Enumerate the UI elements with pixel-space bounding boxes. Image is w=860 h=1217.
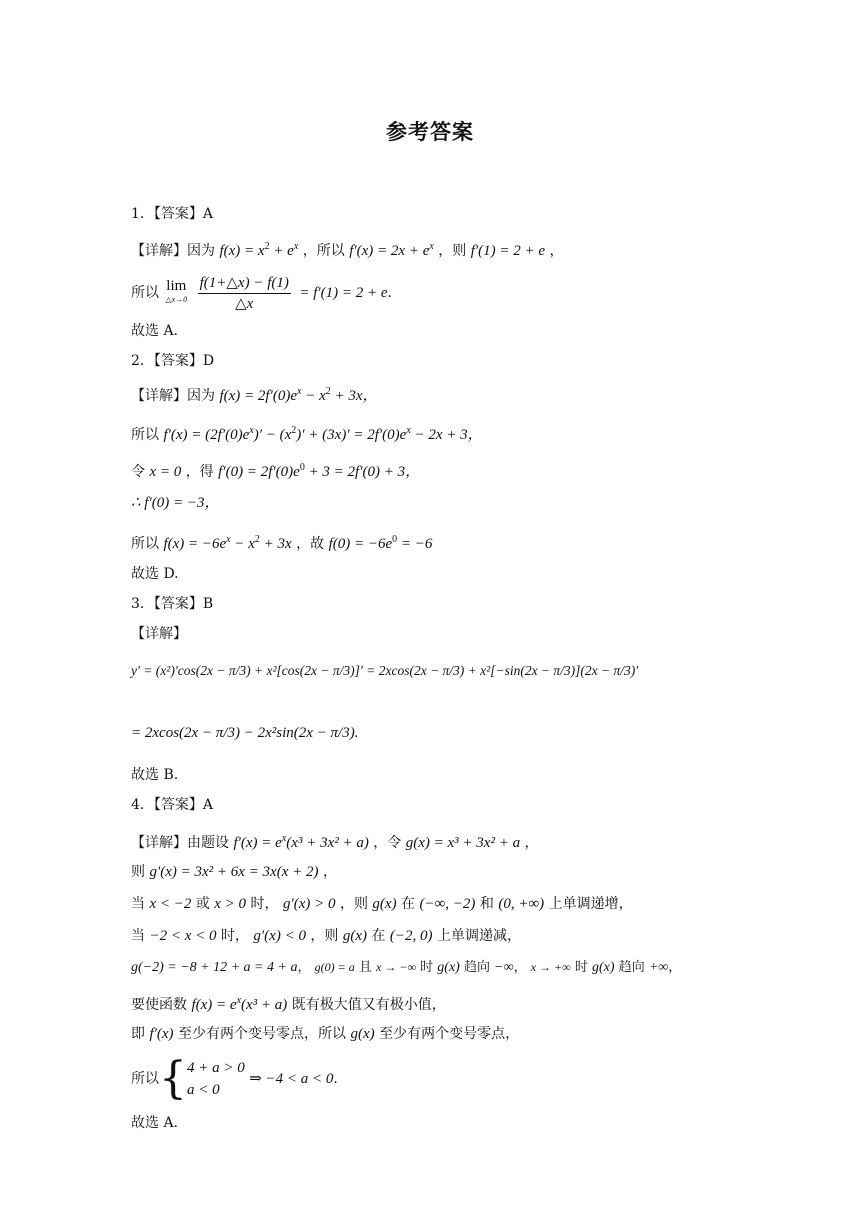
math: = 2xcos(2x − π/3) − 2x²sin(2x − π/3).: [131, 725, 359, 741]
math-part: )′ + (3x)′ = 2f′(0)e: [296, 427, 407, 443]
text: 当: [131, 896, 145, 912]
exp: 2: [264, 241, 270, 252]
q1-conclusion: 故选 A.: [131, 323, 179, 339]
math: x → +∞: [530, 960, 571, 974]
math: g(x): [372, 896, 397, 912]
text: ，得: [185, 464, 214, 480]
q4-detail-line-7: [131, 1023, 519, 1045]
q3-conclusion: 故选 B.: [131, 767, 179, 783]
text: 既有极大值又有极小值，: [291, 997, 446, 1013]
math: (−2, 0): [389, 928, 433, 944]
q1-detail-line-1: [131, 236, 564, 262]
text: 所以: [131, 536, 159, 552]
math: g(−2) = −8 + 12 + a = 4 + a: [131, 960, 298, 975]
text: 上单调递减，: [437, 928, 521, 944]
math: f′(1) = 2 + e: [470, 243, 546, 259]
math: (0, +∞): [498, 896, 545, 912]
exp: 2: [254, 534, 260, 545]
text: 和: [479, 896, 494, 912]
math: [329, 536, 433, 552]
math: g′(x) < 0: [253, 928, 306, 944]
math: g(x): [350, 1026, 375, 1042]
text: ，故: [296, 536, 325, 552]
text: 则: [131, 864, 145, 880]
text: 且: [358, 960, 372, 975]
math-part: − x: [301, 388, 326, 404]
math: y′ = (x²)′cos(2x − π/3) + x²[cos(2x − π/3)]′ = 2xcos(2x − π/3) + x²[−sin(2x − π/3)](2x − π/3)′: [131, 663, 639, 678]
exp: x: [429, 241, 434, 252]
math-part: + 3 = 2f′(0) + 3，: [304, 464, 421, 480]
inequality-system: [187, 1057, 245, 1101]
math-part: f(x) = 2f′(0)e: [219, 388, 297, 404]
math: [191, 997, 287, 1013]
text: ，: [322, 864, 337, 880]
q4-detail-line-6: [131, 990, 446, 1016]
q4-detail-line-2: [131, 861, 337, 883]
q3-answer-heading: 3．【答案】B: [131, 596, 214, 612]
numerator: f(1+△x) − f(1): [198, 273, 291, 294]
text: 时，: [250, 896, 279, 912]
exp: x: [293, 241, 299, 252]
q2-conclusion: 故选 D.: [131, 566, 179, 582]
q3-detail-label: 【详解】: [131, 626, 187, 642]
system-row: a < 0: [187, 1082, 220, 1098]
fraction: [198, 273, 291, 314]
q1-answer-heading: 1．【答案】A: [131, 206, 214, 222]
exp: x: [236, 995, 242, 1006]
exp: 0: [299, 462, 305, 473]
text: 【详解】因为: [131, 243, 215, 259]
q2-detail-line-5: [131, 529, 432, 555]
text: 当: [131, 928, 145, 944]
text: 所以: [131, 427, 159, 443]
limit: [165, 279, 187, 307]
q4-detail-line-8: [131, 1053, 338, 1104]
math: [163, 536, 291, 552]
math: f′(x): [149, 1026, 174, 1042]
math-part: = −6: [397, 536, 433, 552]
q3-derivation-line-2: [131, 722, 358, 744]
text: ，: [524, 835, 539, 851]
q4-answer-heading: 4．【答案】A: [131, 797, 214, 813]
exp: x: [297, 386, 302, 397]
math-part: (x³ + a): [241, 997, 288, 1013]
math: g(x) = x³ + 3x² + a: [405, 835, 521, 851]
text: ，: [513, 960, 527, 975]
text: 即: [131, 1026, 145, 1042]
math: x < −2: [149, 896, 192, 912]
exp: x: [249, 425, 254, 436]
math: = f′(1) = 2 + e: [299, 285, 388, 301]
text: ，则: [438, 243, 467, 259]
text: 或: [195, 896, 210, 912]
math: g′(x) > 0: [282, 896, 336, 912]
text: 至少有两个变号零点，: [379, 1026, 520, 1042]
denominator: △x: [235, 295, 254, 312]
text: 【详解】由题设: [131, 835, 229, 851]
math-part: f′(x) = 2x + e: [349, 243, 430, 259]
q2-answer-heading: 2．【答案】D: [131, 353, 215, 369]
brace: {: [159, 1053, 187, 1104]
math-part: (x³ + 3x² + a): [286, 835, 369, 851]
math-part: f(x) = e: [191, 997, 237, 1013]
q2-detail-line-1: [131, 381, 378, 407]
q4-detail-line-1: [131, 828, 539, 854]
math: ⇒ −4 < a < 0: [249, 1071, 334, 1087]
math: [219, 243, 298, 259]
lim-text: lim: [166, 278, 187, 294]
math: [218, 464, 420, 480]
text: ，令: [373, 835, 402, 851]
math: [219, 388, 377, 404]
text: 令: [131, 464, 145, 480]
math: x = 0: [149, 464, 182, 480]
math-part: )′ − (x: [253, 427, 292, 443]
exp: 0: [392, 534, 398, 545]
math: x > 0: [214, 896, 247, 912]
text: 至少有两个变号零点，所以: [178, 1026, 347, 1042]
text: 所以: [131, 285, 159, 301]
math: x → −∞: [376, 960, 416, 974]
math-part: + 3x，: [330, 388, 378, 404]
math: +∞: [648, 960, 669, 975]
math-part: + 3x: [259, 536, 292, 552]
text: ，: [297, 960, 311, 975]
math: g(x): [592, 960, 615, 975]
text: .: [333, 1071, 338, 1087]
q2-detail-line-3: [131, 457, 420, 483]
math: g(x): [437, 960, 460, 975]
text: 在: [371, 928, 386, 944]
exp: x: [281, 833, 287, 844]
exp: x: [406, 425, 411, 436]
math: g(x): [342, 928, 368, 944]
math-part: − x: [230, 536, 255, 552]
exp: 2: [325, 386, 331, 397]
math: [349, 243, 434, 259]
math: g′(x) = 3x² + 6x = 3x(x + 2): [149, 864, 319, 880]
math-part: f′(0) = 2f′(0)e: [218, 464, 300, 480]
q4-conclusion: 故选 A.: [131, 1115, 179, 1131]
text: 时，: [220, 928, 249, 944]
text: 趋向: [618, 960, 645, 975]
math-part: f′(x) = (2f′(0)e: [163, 427, 250, 443]
math-part: f′(x) = e: [233, 835, 282, 851]
math: [233, 835, 368, 851]
exp: x: [226, 534, 231, 545]
text: ，则: [339, 896, 368, 912]
text: 趋向: [463, 960, 490, 975]
math-part: f(x) = x: [219, 243, 265, 259]
math: [163, 427, 482, 443]
q4-detail-line-5: [131, 956, 681, 979]
text: 上单调递增，: [548, 896, 633, 912]
system-row: 4 + a > 0: [187, 1060, 245, 1076]
math: g(0) = a: [314, 960, 355, 974]
text: ，: [549, 243, 564, 259]
text: ，: [668, 960, 682, 975]
text: .: [387, 285, 392, 301]
lim-sub: △x→0: [165, 295, 188, 304]
text: ，所以: [302, 243, 345, 259]
text: ，则: [310, 928, 339, 944]
text: 时: [420, 960, 434, 975]
text: 时: [574, 960, 588, 975]
q4-detail-line-3: [131, 893, 633, 915]
math-part: + e: [269, 243, 294, 259]
q2-detail-line-2: [131, 420, 483, 446]
math: ∴ f′(0) = −3，: [131, 495, 220, 511]
math-part: f(0) = −6e: [328, 536, 393, 552]
text: 【详解】因为: [131, 388, 215, 404]
q1-detail-line-2: [131, 271, 392, 315]
math-part: − 2x + 3，: [410, 427, 483, 443]
math-part: f(x) = −6e: [163, 536, 227, 552]
text: 要使函数: [131, 997, 187, 1013]
math: (−∞, −2): [419, 896, 476, 912]
q2-detail-line-4: [131, 492, 219, 514]
math: −∞: [494, 960, 514, 975]
text: 在: [401, 896, 416, 912]
q4-detail-line-4: [131, 925, 521, 947]
text: 所以: [131, 1071, 159, 1087]
math: −2 < x < 0: [149, 928, 217, 944]
exp: 2: [291, 425, 297, 436]
q3-derivation-line-1: [131, 660, 638, 683]
page-title: 参考答案: [386, 120, 474, 144]
